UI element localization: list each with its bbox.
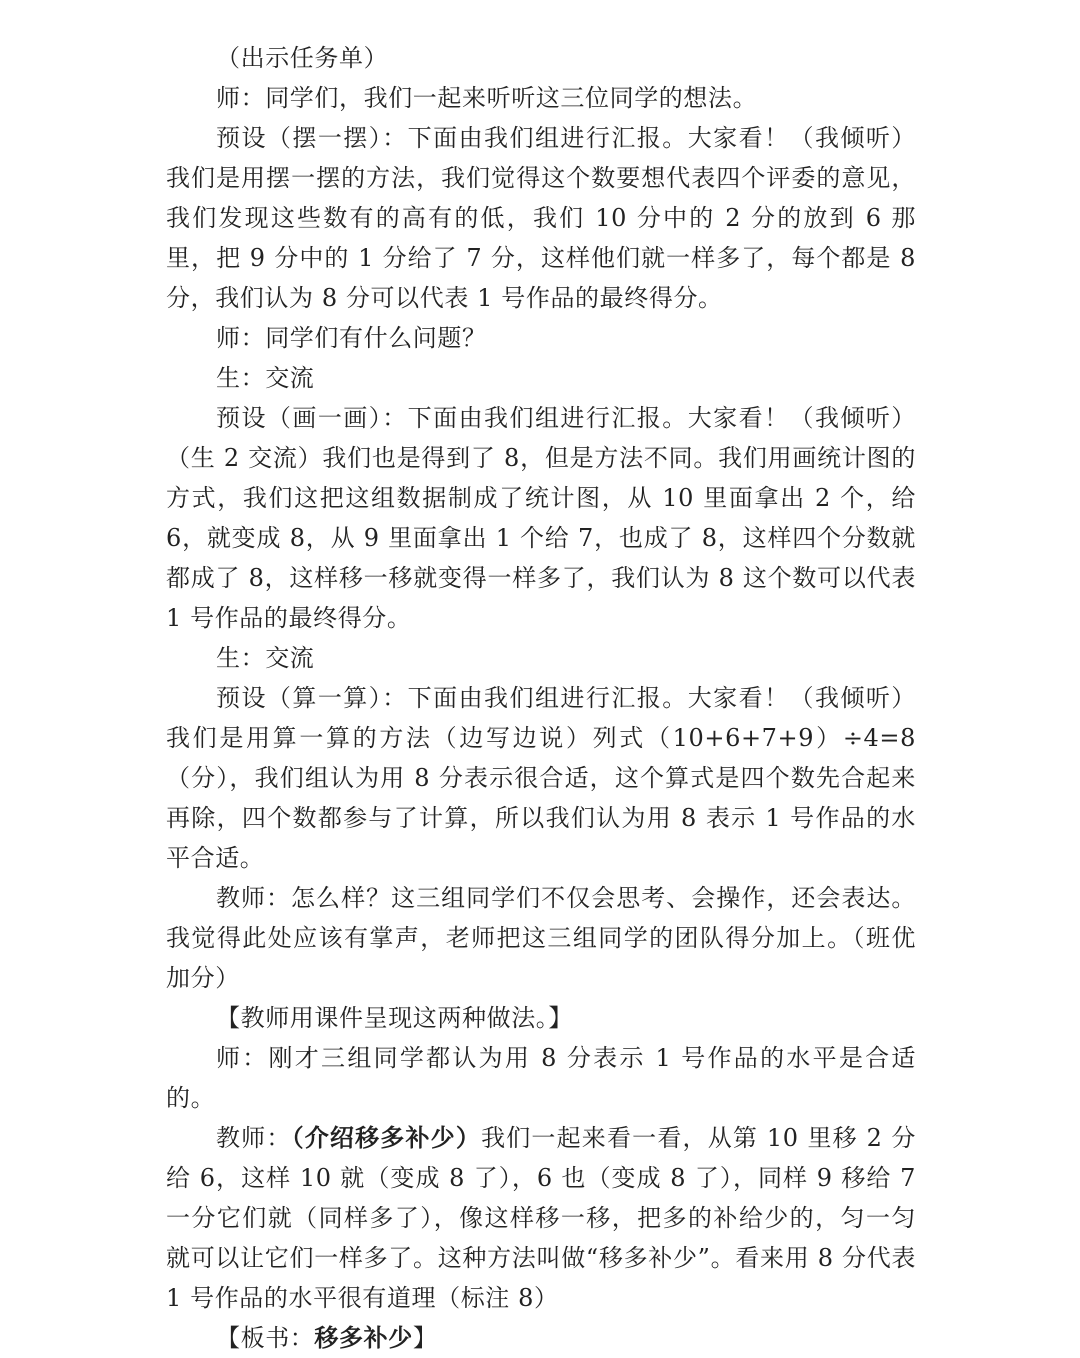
paragraph-teacher-praise: 教师：怎么样？这三组同学们不仅会思考、会操作，还会表达。我觉得此处应该有掌声，老师把这三组同学的团队得分加上。（班优加分） — [166, 884, 916, 992]
board-close: 】 — [412, 1324, 438, 1352]
paragraph-teacher-question: 师：同学们有什么问题？ — [216, 324, 487, 352]
board-open: 【板书： — [216, 1324, 315, 1352]
paragraph-preset-calculate: 预设（算一算）：下面由我们组进行汇报。大家看！（我倾听）我们是用算一算的方法（边写边说）列式（10+6+7+9）÷4=8（分），我们组认为用 8 分表示很合适，这个算式是四个数先合起来再除，四个数都参与了计算，所以我们认为用 8 表示 1 号作品的水平合适。 — [166, 684, 916, 872]
document-body — [166, 38, 916, 1358]
paragraph-preset-arrange: 预设（摆一摆）：下面由我们组进行汇报。大家看！（我倾听）我们是用摆一摆的方法，我们觉得这个数要想代表四个评委的意见，我们发现这些数有的高有的低，我们 10 分中的 2 分的放到 6 那里，把 9 分中的 1 分给了 7 分，这样他们就一样多了，每个都是 8 分，我们认为 8 分可以代表 1 号作品的最终得分。 — [166, 124, 916, 312]
paragraph-student-exchange-1: 生：交流 — [216, 364, 315, 392]
paragraph-teacher-summary: 师：刚才三组同学都认为用 8 分表示 1 号作品的水平是合适的。 — [166, 1044, 916, 1112]
paragraph-teacher-intro — [166, 1118, 916, 1318]
teacher-intro-bold: （介绍移多补少） — [291, 1123, 482, 1152]
paragraph-board-writing — [166, 1318, 916, 1358]
paragraph-student-exchange-2: 生：交流 — [216, 644, 315, 672]
paragraph-preset-draw: 预设（画一画）：下面由我们组进行汇报。大家看！（我倾听）（生 2 交流）我们也是得到了 8，但是方法不同。我们用画统计图的方式，我们这把这组数据制成了统计图，从 10 里面拿出 2 个，给 6，就变成 8，从 9 里面拿出 1 个给 7，也成了 8，这样四个分数就都成了 8，这样移一移就变得一样多了，我们认为 8 这个数可以代表 1 号作品的最终得分。 — [166, 404, 916, 632]
teacher-intro-label: 教师： — [216, 1124, 292, 1152]
paragraph-courseware: 【教师用课件呈现这两种做法。】 — [216, 1004, 573, 1032]
paragraph-teacher-listen: 师：同学们，我们一起来听听这三位同学的想法。 — [216, 84, 758, 112]
teacher-intro-rest: 我们一起来看一看，从第 10 里移 2 分给 6，这样 10 就（变成 8 了），6 也（变成 8 了），同样 9 移给 7 一分它们就（同样多了），像这样移一移，把多的补给少的，匀一匀就可以让它们一样多了。这种方法叫做“移多补少”。看来用 8 分代表 1 号作品的水平很有道理（标注 8） — [166, 1124, 916, 1312]
paragraph-task-sheet: （出示任务单） — [216, 44, 389, 72]
board-bold: 移多补少 — [314, 1323, 413, 1352]
